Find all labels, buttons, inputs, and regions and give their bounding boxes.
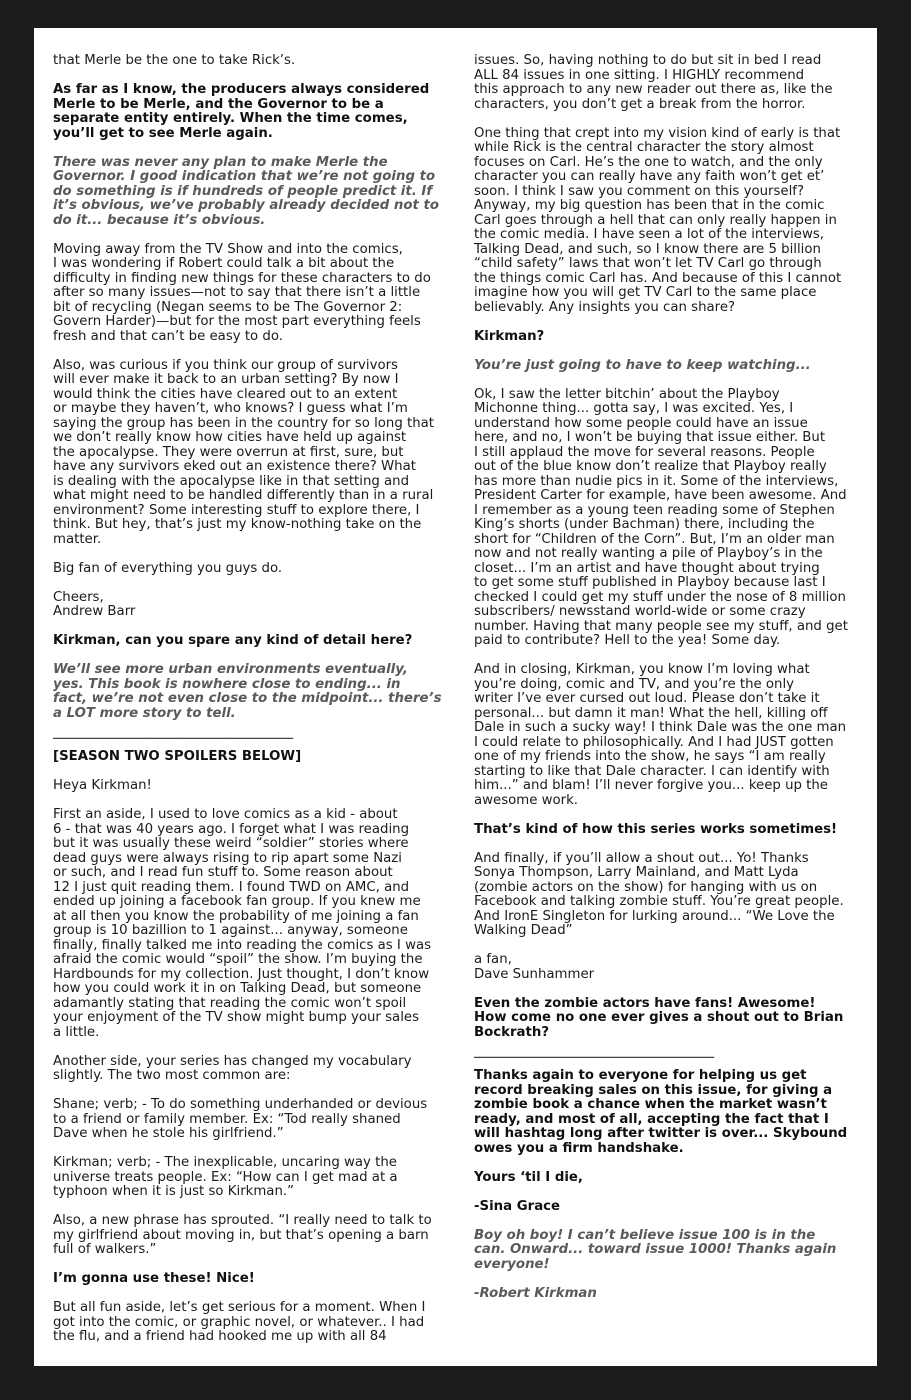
right-column-bold-paragraph: Even the zombie actors have fans! Awesome! How come no one ever gives a shout out to Brian Bockrath? <box>474 995 844 1040</box>
left-column-reader-paragraph: Big fan of everything you guys do. <box>53 560 283 576</box>
right-column-reader-paragraph: Ok, I saw the letter bitchin’ about the Playboy Michonne thing... gotta say, I was excited. Yes, I understand how some people could have an issue here, and no, I won’t be buying that issue either. But I still applaud the move for several reasons. People out of the blue know don’t realize that Playboy really has more than nudie pics in it. Some of the interviews, President Carter for example, have been awesome. And I remember as a young teen reading some of Stephen King’s shorts (under Bachman) there, including the short for “Children of the Corn”. But, I’m an older man now and not really wanting a pile of Playboy’s in the closet... I’m an artist and have thought about trying to get some stuff published in Playboy because last I checked I could get my stuff under the nose of 8 million subscribers/ newsstand world-wide or some crazy number. Having that many people see my stuff, and get paid to contribute? Hell to the yea! Some day. <box>474 386 848 648</box>
left-column-rule-paragraph: _______________________________________ <box>53 724 293 740</box>
right-column-bold-paragraph: Yours ‘til I die, <box>474 1169 583 1185</box>
right-column-italic-paragraph: Boy oh boy! I can’t believe issue 100 is in the can. Onward... toward issue 1000! Thanks again everyone! <box>474 1227 837 1272</box>
right-column-bold-paragraph: Thanks again to everyone for helping us get record breaking sales on this issue, for giving a zombie book a chance when the market wasn’t ready, and most of all, accepting the fact that I will hashtag long after twitter is over... Skybound owes you a firm handshake. <box>474 1068 848 1156</box>
left-column-reader-paragraph: But all fun aside, let’s get serious for a moment. When I got into the comic, or graphic novel, or whatever.. I had the flu, and a friend had hooked me up with all 84 <box>53 1300 426 1344</box>
right-column-italic-paragraph: You’re just going to have to keep watching... <box>474 357 811 373</box>
left-column-reader-paragraph: Heya Kirkman! <box>53 778 152 793</box>
left-column <box>53 54 445 1359</box>
letters-page <box>34 28 877 1366</box>
left-column-header-paragraph: [SEASON TWO SPOILERS BELOW] <box>53 749 302 764</box>
left-column-reader-paragraph: that Merle be the one to take Rick’s. <box>53 53 296 68</box>
right-column-italic-paragraph: -Robert Kirkman <box>474 1285 597 1301</box>
left-column-bold-paragraph: As far as I know, the producers always considered Merle to be Merle, and the Governor to be a separate entity entirely. When the time comes, you’ll get to see Merle again. <box>53 82 430 141</box>
left-column-reader-paragraph: Also, a new phrase has sprouted. “I really need to talk to my girlfriend about moving in, but that’s opening a barn full of walkers.” <box>53 1213 432 1257</box>
right-column <box>474 54 862 1316</box>
left-column-reader-paragraph: Shane; verb; - To do something underhanded or devious to a friend or family member. Ex: “Tod really shaned Dave when he stole his girlfriend.” <box>53 1097 428 1141</box>
left-column-italic-paragraph: We’ll see more urban environments eventually, yes. This book is nowhere close to ending... in fact, we’re not even close to the midpoint... there’s a LOT more story to tell. <box>53 662 442 721</box>
right-column-reader-paragraph: issues. So, having nothing to do but sit in bed I read ALL 84 issues in one sitting. I HIGHLY recommend this approach to any new reader out there as, like the characters, you don’t get a break from the horror. <box>474 53 833 112</box>
right-column-reader-paragraph: One thing that crept into my vision kind of early is that while Rick is the central character the story almost focuses on Carl. He’s the one to watch, and the only character you can really have any faith won’t get et’ soon. I think I saw you comment on this yourself? Anyway, my big question has been that in the comic Carl goes through a hell that can only really happen in the comic media. I have seen a lot of the interviews, Talking Dead, and such, so I know there are 5 billion “child safety” laws that won’t let TV Carl go through the things comic Carl has. And because of this I cannot imagine how you will get TV Carl to the same place believably. Any insights you can share? <box>474 125 842 315</box>
left-column-reader-paragraph: First an aside, I used to love comics as a kid - about 6 - that was 40 years ago. I forget what I was reading but it was usually these weird “soldier” stories where dead guys were always rising to rip apart some Nazi or such, and I read fun stuff to. Some reason about 12 I just quit reading them. I found TWD on AMC, and ended up joining a facebook fan group. If you knew me at all then you know the probability of me joining a fan group is 10 bazillion to 1 against... anyway, someone finally, finally talked me into reading the comics as I was afraid the comic would “spoil” the show. I’m buying the Hardbounds for my collection. Just thought, I don’t know how you could work it in on Talking Dead, but someone adamantly stating that reading the comic won’t spoil your enjoyment of the TV show might bump your sales a little. <box>53 807 432 1040</box>
left-column-reader-paragraph: Cheers, Andrew Barr <box>53 589 136 619</box>
right-column-rule-paragraph: _______________________________________ <box>474 1043 714 1059</box>
right-column-bold-paragraph: -Sina Grace <box>474 1198 561 1214</box>
left-column-reader-paragraph: Another side, your series has changed my vocabulary slightly. The two most common are: <box>53 1053 412 1083</box>
right-column-reader-paragraph: a fan, Dave Sunhammer <box>474 952 595 982</box>
right-column-reader-paragraph: And finally, if you’ll allow a shout out... Yo! Thanks Sonya Thompson, Larry Mainland, and Matt Lyda (zombie actors on the show) for hanging with us on Facebook and talking zombie stuff. You’re great people. And IronE Singleton for lurking around... “We Love the Walking Dead” <box>474 850 844 938</box>
left-column-bold-paragraph: I’m gonna use these! Nice! <box>53 1271 255 1286</box>
left-column-reader-paragraph: Kirkman; verb; - The inexplicable, uncaring way the universe treats people. Ex: “How can I get mad at a typhoon when it is just so Kirkman.” <box>53 1155 398 1199</box>
left-column-reader-paragraph: Also, was curious if you think our group of survivors will ever make it back to an urban setting? By now I would think the cities have cleared out to an extent or maybe they haven’t, who knows? I guess what I’m saying the group has been in the country for so long that we don’t really know how cities have held up against the apocalypse. They were overrun at first, sure, but have any survivors eked out an existence there? What is dealing with the apocalypse like in that setting and what might need to be handled differently than in a rural environment? Some interesting stuff to explore there, I think. But hey, that’s just my know-nothing take on the matter. <box>53 357 435 547</box>
right-column-reader-paragraph: And in closing, Kirkman, you know I’m loving what you’re doing, comic and TV, and you’re the only writer I’ve ever cursed out loud. Please don’t take it personal... but damn it man! What the hell, killing off Dale in such a sucky way! I think Dale was the one man I could relate to philosophically. And I had JUST gotten one of my friends into the show, he says “I am really starting to like that Dale character. I can identify with him...” and blam! I’ll never forgive you... keep up the awesome work. <box>474 662 847 808</box>
right-column-bold-paragraph: Kirkman? <box>474 328 545 344</box>
left-column-bold-paragraph: Kirkman, can you spare any kind of detail here? <box>53 633 413 648</box>
left-column-italic-paragraph: There was never any plan to make Merle the Governor. I good indication that we’re not going to do something is if hundreds of people predict it. If it’s obvious, we’ve probably already decided not to do it... because it’s obvious. <box>53 154 439 228</box>
right-column-bold-paragraph: That’s kind of how this series works sometimes! <box>474 821 838 837</box>
left-column-reader-paragraph: Moving away from the TV Show and into the comics, I was wondering if Robert could talk a bit about the difficulty in finding new things for these characters to do after so many issues—not to say that there isn’t a little bit of recycling (Negan seems to be The Governor 2: Govern Harder)—but for the most part everything feels fresh and that can’t be easy to do. <box>53 241 431 344</box>
